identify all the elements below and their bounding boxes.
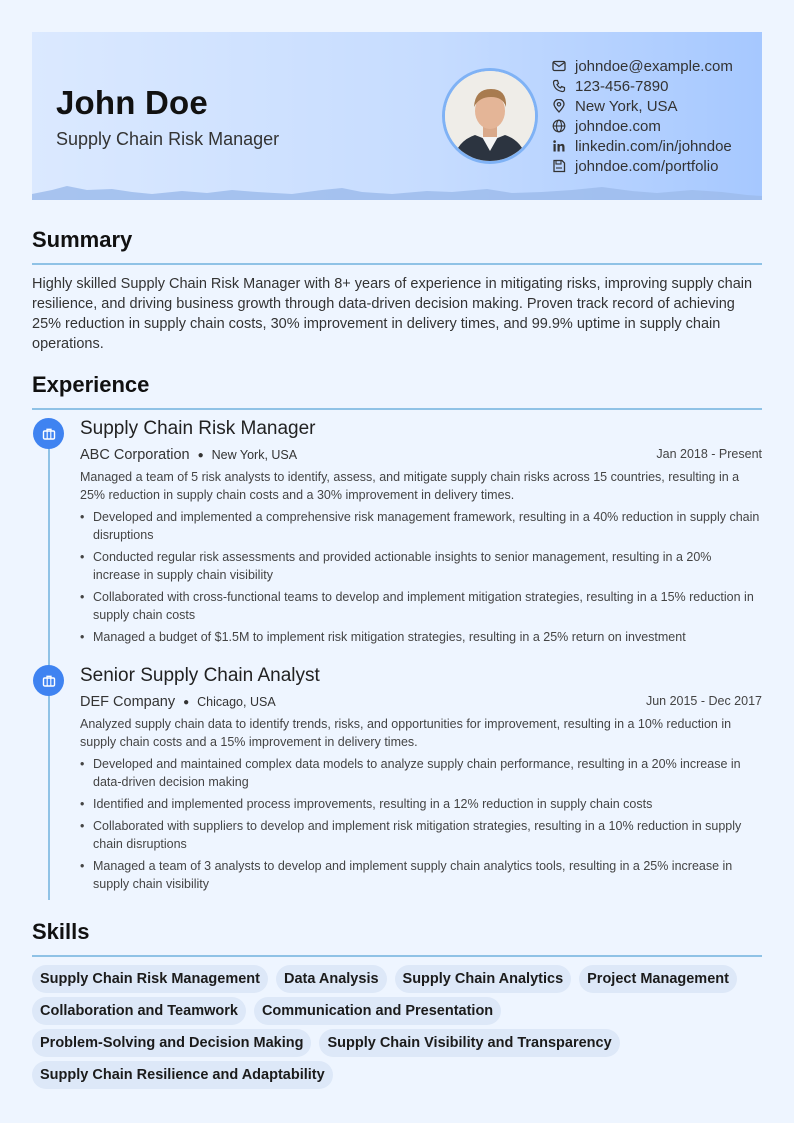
contact-website[interactable] bbox=[552, 116, 733, 136]
briefcase-icon bbox=[42, 427, 56, 441]
job-bullet: • Managed a budget of $1.5M to implement risk mitigation strategies, resulting in a 25% return on investment bbox=[80, 628, 762, 646]
contact-portfolio[interactable] bbox=[552, 156, 733, 176]
experience-heading: Experience bbox=[32, 372, 150, 397]
job-bullets bbox=[80, 755, 762, 893]
skill-tag: Problem-Solving and Decision Making bbox=[32, 1029, 311, 1057]
profile-photo bbox=[442, 68, 538, 164]
portfolio-icon bbox=[552, 159, 566, 173]
experience-divider bbox=[32, 408, 762, 410]
job-entry bbox=[80, 665, 762, 897]
contact-linkedin[interactable] bbox=[552, 136, 733, 156]
job-bullet: • Collaborated with suppliers to develop and implement risk mitigation strategies, resulting in a 10% reduction in supply chain disruptions bbox=[80, 817, 762, 853]
location-pin-icon bbox=[552, 99, 566, 113]
job-bullet: • Managed a team of 3 analysts to develop and implement supply chain analytics tools, resulting in a 25% increase in supply chain visibility bbox=[80, 857, 762, 893]
skill-tag: Data Analysis bbox=[276, 965, 387, 993]
contact-location bbox=[552, 96, 733, 116]
summary-text: Highly skilled Supply Chain Risk Manager with 8+ years of experience in mitigating risks, improving supply chain resilience, and driving business growth through data-driven decision making. Proven track record of achieving 25% reduction in supply chain costs, 30% improvement in delivery times, and 99.9% uptime in supply chain operations. bbox=[32, 276, 753, 352]
job-location: Chicago, USA bbox=[197, 695, 276, 709]
contact-email[interactable] bbox=[552, 56, 733, 76]
separator-dot: ● bbox=[183, 696, 190, 708]
candidate-title: Supply Chain Risk Manager bbox=[56, 129, 280, 149]
candidate-name: John Doe bbox=[56, 84, 208, 121]
phone-icon bbox=[552, 79, 566, 93]
summary-divider bbox=[32, 263, 762, 265]
contact-email-text: johndoe@example.com bbox=[575, 57, 733, 75]
separator-dot: ● bbox=[197, 449, 204, 461]
skills-divider bbox=[32, 955, 762, 957]
job-meta bbox=[80, 444, 762, 466]
contact-phone[interactable] bbox=[552, 76, 733, 96]
job-bullets bbox=[80, 508, 762, 646]
resume-header bbox=[32, 32, 762, 200]
contact-phone-text: 123-456-7890 bbox=[575, 77, 669, 95]
job-dates: Jan 2018 - Present bbox=[656, 447, 762, 461]
job-dates: Jun 2015 - Dec 2017 bbox=[645, 694, 762, 708]
skill-tag: Supply Chain Resilience and Adaptability bbox=[32, 1061, 333, 1089]
contact-website-text: johndoe.com bbox=[575, 117, 661, 135]
skill-tag: Supply Chain Analytics bbox=[395, 965, 572, 993]
skills-list bbox=[32, 965, 772, 1093]
job-marker bbox=[33, 665, 64, 696]
contact-linkedin-text: linkedin.com/in/johndoe bbox=[575, 137, 732, 155]
job-title: Senior Supply Chain Analyst bbox=[80, 665, 320, 686]
contact-location-text: New York, USA bbox=[575, 97, 678, 115]
skill-tag: Supply Chain Risk Management bbox=[32, 965, 268, 993]
briefcase-icon bbox=[42, 674, 56, 688]
job-description: Analyzed supply chain data to identify trends, risks, and opportunities for improvement, resulting in a 10% reduction in supply chain costs and a 15% improvement in delivery times. bbox=[80, 717, 732, 749]
job-bullet: • Developed and implemented a comprehensive risk management framework, resulting in a 40% reduction in supply chain disruptions bbox=[80, 508, 762, 544]
job-description: Managed a team of 5 risk analysts to identify, assess, and mitigate supply chain risks across 15 countries, resulting in a 25% reduction in supply chain costs and a 30% improvement in delivery times. bbox=[80, 470, 740, 502]
job-bullet: • Conducted regular risk assessments and provided actionable insights to senior management, resulting in a 20% increase in supply chain visibility bbox=[80, 548, 762, 584]
skill-tag: Project Management bbox=[579, 965, 737, 993]
summary-heading: Summary bbox=[32, 227, 133, 252]
job-marker bbox=[33, 418, 64, 449]
job-bullet: • Identified and implemented process improvements, resulting in a 12% reduction in supply chain costs bbox=[80, 795, 762, 813]
skill-tag: Collaboration and Teamwork bbox=[32, 997, 246, 1025]
job-meta bbox=[80, 691, 762, 713]
job-entry bbox=[80, 418, 762, 650]
skills-heading: Skills bbox=[32, 919, 90, 944]
contact-portfolio-text: johndoe.com/portfolio bbox=[575, 157, 719, 175]
job-company: ABC Corporation bbox=[80, 447, 190, 463]
linkedin-icon bbox=[552, 139, 566, 153]
skill-tag: Supply Chain Visibility and Transparency bbox=[319, 1029, 619, 1057]
email-icon bbox=[552, 59, 566, 73]
contact-list bbox=[552, 56, 733, 176]
header-mountain-decoration bbox=[32, 180, 762, 200]
skill-tag: Communication and Presentation bbox=[254, 997, 501, 1025]
job-bullet: • Developed and maintained complex data models to analyze supply chain performance, resulting in a 20% increase in data-driven decision making bbox=[80, 755, 762, 791]
job-bullet: • Collaborated with cross-functional teams to develop and implement mitigation strategies, resulting in a 15% reduction in supply chain costs bbox=[80, 588, 762, 624]
job-company: DEF Company bbox=[80, 694, 176, 710]
job-location: New York, USA bbox=[211, 448, 298, 462]
globe-icon bbox=[552, 119, 566, 133]
job-title: Supply Chain Risk Manager bbox=[80, 418, 316, 439]
